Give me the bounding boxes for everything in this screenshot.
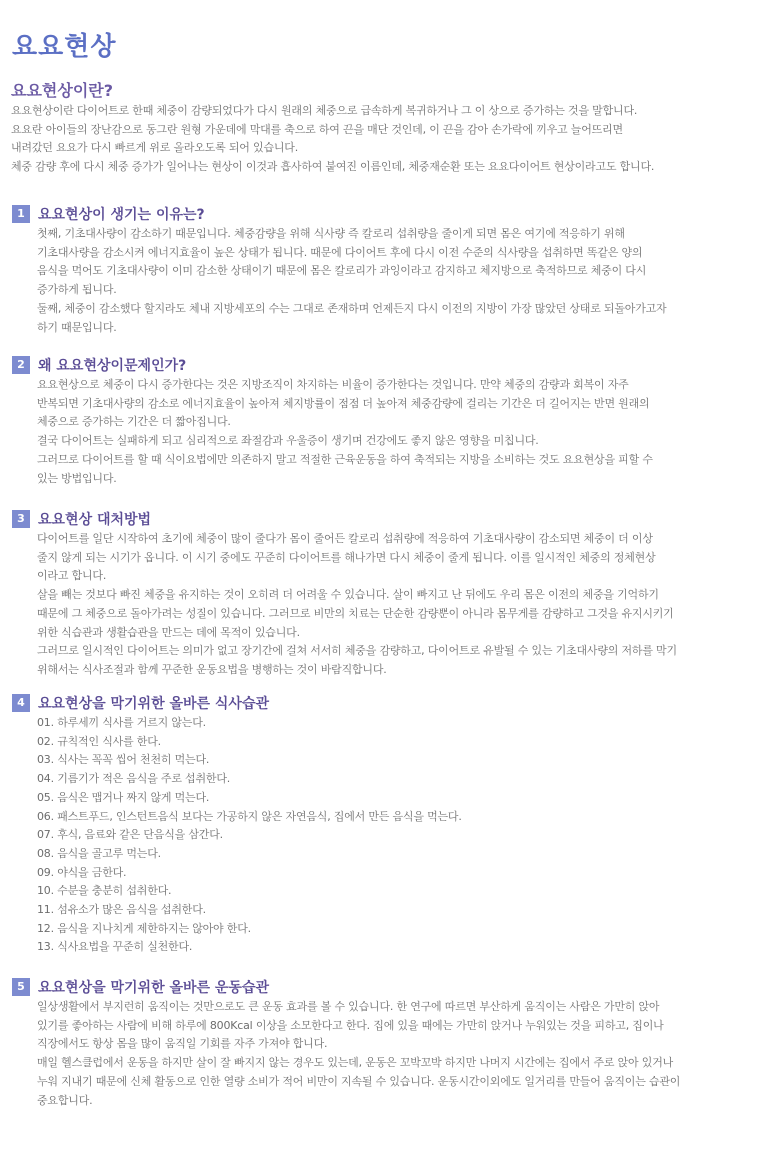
- section-heading: [12, 354, 772, 375]
- section-line: 하기 때문입니다.: [37, 320, 117, 334]
- list-item: 10. 수분을 충분히 섭취한다.: [37, 884, 172, 898]
- section-line: 결국 다이어트는 실패하게 되고 심리적으로 좌절감과 우울증이 생기며 건강에도 좋지 않은 영향을 미칩니다.: [37, 434, 539, 448]
- list-item: 01. 하루세끼 식사를 거르지 않는다.: [37, 716, 206, 729]
- section-problem: [12, 354, 772, 488]
- section-title: 요요현상을 막기위한 올바른 식사습관: [38, 695, 270, 712]
- section-body: [37, 714, 772, 957]
- section-heading: [12, 692, 772, 713]
- section-line: 둘째, 체중이 감소했다 할지라도 체내 지방세포의 수는 그대로 존재하며 언제든지 다시 이전의 지방이 가장 많았던 상태로 되돌아가고자: [37, 301, 667, 315]
- list-item: 04. 기름기가 적은 음식을 주로 섭취한다.: [37, 772, 231, 786]
- section-line: 직장에서도 항상 몸을 많이 움직일 기회를 자주 가져야 합니다.: [37, 1037, 328, 1051]
- list-item: 05. 음식은 맵거나 짜지 않게 먹는다.: [37, 790, 210, 804]
- section-number-badge: 4: [12, 694, 30, 712]
- section-heading: [12, 203, 772, 224]
- section-body: [37, 225, 772, 337]
- section-line: 있기를 좋아하는 사람에 비해 하루에 800Kcal 이상을 소모한다고 한다. 집에 있을 때에는 가만히 앉거나 누워있는 것을 피하고, 집이나: [37, 1018, 664, 1032]
- section-number-badge: 2: [12, 356, 30, 374]
- page-title: 요요현상: [12, 32, 117, 62]
- section-line: 첫째, 기초대사량이 감소하기 때문입니다. 체중감량을 위해 식사량 즉 칼로리 섭취량을 줄이게 되면 몸은 여기에 적응하기 위해: [37, 227, 625, 240]
- list-item: 06. 패스트푸드, 인스턴트음식 보다는 가공하지 않은 자연음식, 집에서 만든 음식을 먹는다.: [37, 809, 462, 823]
- section-number-badge: 1: [12, 205, 30, 223]
- list-item: 08. 음식을 골고루 먹는다.: [37, 846, 161, 860]
- section-line: 증가하게 됩니다.: [37, 283, 117, 297]
- section-title: 요요현상이 생기는 이유는?: [38, 206, 205, 223]
- section-heading: [12, 976, 772, 997]
- section-line: 그러므로 일시적인 다이어트는 의미가 없고 장기간에 걸쳐 서서히 체중을 감량하고, 다이어트로 유발될 수 있는 기초대사량의 저하를 막기: [37, 644, 677, 658]
- section-line: 위한 식습관과 생활습관을 만드는 데에 목적이 있습니다.: [37, 625, 300, 639]
- section-exercise-habits: [12, 976, 772, 1110]
- section-line: 위해서는 식사조절과 함께 꾸준한 운동요법을 병행하는 것이 바람직합니다.: [37, 662, 387, 676]
- section-number-badge: 3: [12, 510, 30, 528]
- section-line: 일상생활에서 부지런히 움직이는 것만으로도 큰 운동 효과를 볼 수 있습니다. 한 연구에 따르면 부산하게 움직이는 사람은 가만히 앉아: [37, 1000, 660, 1013]
- section-line: 때문에 그 체중으로 돌아가려는 성질이 있습니다. 그러므로 비만의 치료는 단순한 감량뿐이 아니라 몸무게를 감량하고 그것을 유지시키기: [37, 606, 674, 620]
- section-line: 음식을 먹어도 기초대사량이 이미 감소한 상태이기 때문에 몸은 칼로리가 과잉이라고 감지하고 체지방으로 축적하므로 체중이 다시: [37, 264, 647, 278]
- section-heading: [12, 508, 772, 529]
- section-line: 기초대사량을 감소시켜 에너지효율이 높은 상태가 됩니다. 때문에 다이어트 후에 다시 이전 수준의 식사량을 섭취하면 똑같은 양의: [37, 245, 643, 259]
- intro-title: 요요현상이란?: [11, 81, 114, 100]
- section-title: 요요현상을 막기위한 올바른 운동습관: [38, 979, 270, 996]
- section-body: [37, 530, 772, 680]
- list-item: 02. 규칙적인 식사를 한다.: [37, 734, 161, 748]
- list-item: 11. 섬유소가 많은 음식을 섭취한다.: [37, 903, 206, 917]
- section-line: 체중으로 증가하는 기간은 더 짧아집니다.: [37, 415, 231, 429]
- section-line: 매일 헬스클럽에서 운동을 하지만 살이 잘 빠지지 않는 경우도 있는데, 운동은 꼬박꼬박 하지만 나머지 시간에는 집에서 주로 앉아 있거나: [37, 1056, 674, 1070]
- section-title: 왜 요요현상이문제인가?: [38, 357, 187, 374]
- list-item: 03. 식사는 꼭꼭 씹어 천천히 먹는다.: [37, 753, 210, 767]
- section-line: 살을 빼는 것보다 빠진 체중을 유지하는 것이 오히려 더 어려울 수 있습니다. 살이 빠지고 난 뒤에도 우리 몸은 이전의 체중을 기억하기: [37, 588, 659, 602]
- section-body: [37, 376, 772, 488]
- list-item: 13. 식사요법을 꾸준히 실천한다.: [37, 940, 193, 954]
- section-eating-habits: [12, 692, 772, 957]
- section-countermeasures: [12, 508, 772, 680]
- intro-line: 내려갔던 요요가 다시 빠르게 위로 올라오도록 되어 있습니다.: [11, 141, 299, 155]
- intro-line: 요요현상이란 다이어트로 한때 체중이 감량되었다가 다시 원래의 체중으로 급속하게 복귀하거나 그 이 상으로 증가하는 것을 말합니다.: [11, 104, 638, 117]
- intro-line: 요요란 아이들의 장난감으로 동그란 원형 가운데에 막대를 축으로 하여 끈을 매단 것인데, 이 끈을 감아 손가락에 끼우고 늘어뜨리면: [11, 122, 623, 136]
- section-body: [37, 998, 772, 1110]
- section-causes: [12, 203, 772, 337]
- section-line: 그러므로 다이어트를 할 때 식이요법에만 의존하지 말고 적절한 근육운동을 하여 축적되는 지방을 소비하는 것도 요요현상을 피할 수: [37, 452, 653, 466]
- section-number-badge: 5: [12, 978, 30, 996]
- section-line: 반복되면 기초대사량의 감소로 에너지효율이 높아져 체지방률이 점점 더 높아져 체중감량에 걸리는 기간은 더 길어지는 반면 원래의: [37, 396, 650, 410]
- intro-line: 체중 감량 후에 다시 체중 증가가 일어나는 현상이 이것과 흡사하여 붙여진 이름인데, 체중재순환 또는 요요다이어트 현상이라고도 합니다.: [11, 160, 655, 174]
- list-item: 07. 후식, 음료와 같은 단음식을 삼간다.: [37, 828, 223, 842]
- section-line: 요요현상으로 체중이 다시 증가한다는 것은 지방조직이 차지하는 비율이 증가한다는 것입니다. 만약 체중의 감량과 회복이 자주: [37, 378, 629, 391]
- section-line: 줄지 않게 되는 시기가 옵니다. 이 시기 중에도 꾸준히 다이어트를 해나가면 다시 체중이 줄게 됩니다. 이를 일시적인 체중의 정체현상: [37, 550, 656, 564]
- section-line: 다이어트를 일단 시작하여 초기에 체중이 많이 줄다가 몸이 줄어든 칼로리 섭취량에 적응하여 기초대사량이 감소되면 체중이 더 이상: [37, 532, 653, 545]
- intro-body: [11, 102, 771, 177]
- section-line: 누워 지내기 때문에 신체 활동으로 인한 열량 소비가 적어 비만이 지속될 수 있습니다. 운동시간이외에도 일거리를 만들어 움직이는 습관이: [37, 1074, 681, 1088]
- list-item: 09. 야식을 금한다.: [37, 865, 127, 879]
- section-line: 이라고 합니다.: [37, 569, 107, 583]
- section-line: 중요합니다.: [37, 1093, 93, 1107]
- list-item: 12. 음식을 지나치게 제한하지는 않아야 한다.: [37, 921, 251, 935]
- section-title: 요요현상 대처방법: [38, 511, 152, 528]
- section-line: 있는 방법입니다.: [37, 471, 117, 485]
